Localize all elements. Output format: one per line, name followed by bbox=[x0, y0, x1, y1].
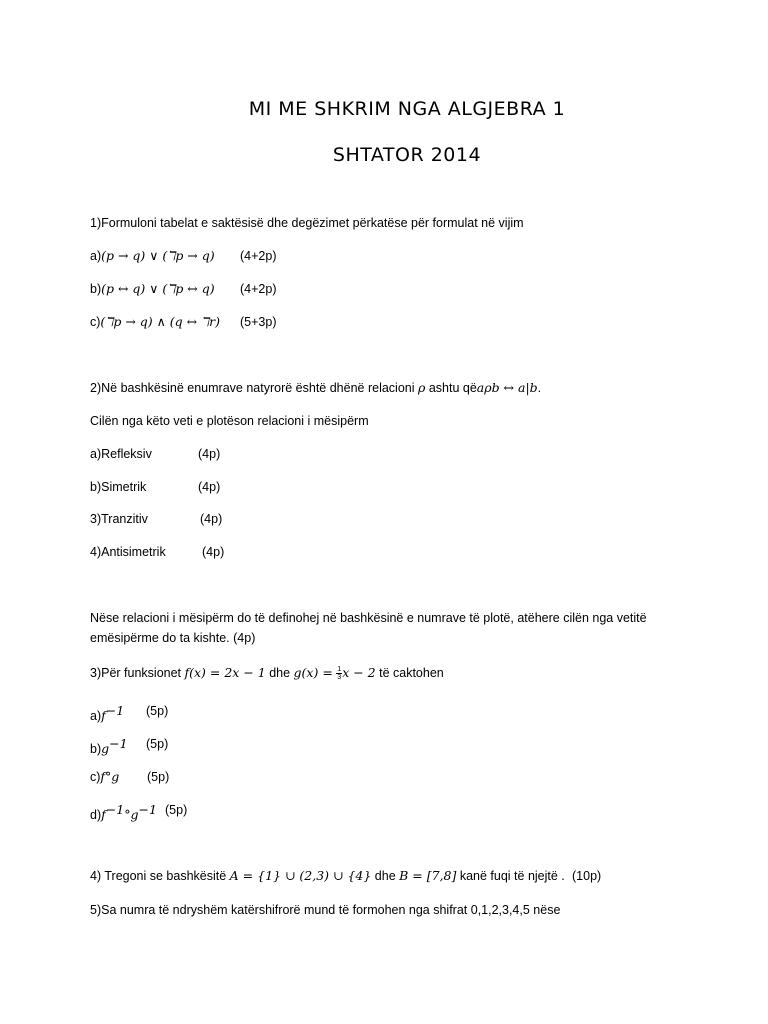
q1-prompt: 1)Formuloni tabelat e saktësisë dhe degëzimet përkatëse për formulat në vijim bbox=[90, 216, 524, 230]
q2-item-a-label: a)Refleksiv bbox=[90, 447, 152, 461]
expr: f°g bbox=[100, 769, 120, 784]
q1-item-c-points: (5+3p) bbox=[240, 315, 277, 329]
prompt-text: 2)Në bashkësinë enumrave natyrorë është dhënë relacioni bbox=[90, 381, 418, 395]
item-label: c) bbox=[90, 315, 101, 329]
expr: f bbox=[101, 807, 106, 823]
q1-item-a bbox=[90, 248, 215, 264]
q3-item-d bbox=[90, 802, 157, 823]
q2-question: Cilën nga këto veti e plotëson relacioni i mësipërm bbox=[90, 414, 369, 428]
q5-prompt: 5)Sa numra të ndryshëm katërshifrorë mund të formohen nga shifrat 0,1,2,3,4,5 nëse bbox=[90, 903, 561, 917]
prompt-text: ashtu që bbox=[425, 381, 477, 395]
item-label: c) bbox=[90, 770, 101, 784]
q3-item-b bbox=[90, 736, 128, 757]
expr-superscript: −1 bbox=[105, 703, 125, 718]
fraction-numerator: 1 bbox=[337, 666, 342, 674]
q2-followup-line1: Nëse relacioni i mësipërm do të definohej në bashkësinë e numrave të plotë, atëhere cilën nga vetitë bbox=[90, 611, 647, 625]
q3-prompt bbox=[90, 665, 444, 681]
item-label: d) bbox=[90, 808, 102, 823]
q1-item-c bbox=[90, 314, 220, 330]
q3-item-a-points: (5p) bbox=[146, 704, 169, 718]
q2-item-3-label: 3)Tranzitiv bbox=[90, 512, 148, 526]
q2-prompt bbox=[90, 380, 541, 396]
q1-item-b bbox=[90, 281, 215, 297]
prompt-text: 4) Tregoni se bashkësitë bbox=[90, 869, 230, 883]
exam-subtitle: SHTATOR 2014 bbox=[332, 144, 482, 166]
q2-item-3-points: (4p) bbox=[200, 512, 223, 526]
g-definition: g(x) = bbox=[293, 665, 333, 680]
item-label: b) bbox=[90, 282, 102, 296]
item-label: a) bbox=[90, 709, 102, 724]
expr: f bbox=[101, 708, 106, 724]
item-label: a) bbox=[90, 249, 102, 263]
q2-item-b-label: b)Simetrik bbox=[90, 480, 147, 494]
q3-item-d-points: (5p) bbox=[165, 803, 188, 817]
q3-item-c-points: (5p) bbox=[147, 770, 170, 784]
prompt-end: . bbox=[537, 381, 542, 395]
q2-item-4-label: 4)Antisimetrik bbox=[90, 545, 166, 559]
set-b: B = [7,8] bbox=[399, 868, 457, 883]
exam-title: MI ME SHKRIM NGA ALGJEBRA 1 bbox=[248, 98, 566, 120]
prompt-end: të caktohen bbox=[375, 666, 444, 680]
g-definition-rest: x − 2 bbox=[342, 665, 376, 680]
formula: (ℸp → q) ∧ (q ↔ ℸr) bbox=[100, 314, 220, 329]
set-a: A = {1} ∪ (2,3) ∪ {4} bbox=[229, 868, 372, 883]
q2-followup-line2: emësipërme do ta kishte. (4p) bbox=[90, 631, 256, 645]
expr-superscript-2: −1 bbox=[138, 802, 157, 817]
rho-symbol: ρ bbox=[417, 380, 426, 395]
expr-part2: °g bbox=[124, 807, 139, 823]
q1-item-a-points: (4+2p) bbox=[240, 249, 277, 263]
fraction-denominator: 3 bbox=[337, 674, 342, 682]
q4-points: (10p) bbox=[572, 869, 602, 883]
expr: g bbox=[101, 741, 110, 757]
prompt-text: dhe bbox=[371, 869, 400, 883]
q2-item-4-points: (4p) bbox=[202, 545, 225, 559]
q3-item-c bbox=[90, 769, 119, 785]
prompt-end: kanë fuqi të njejtë . bbox=[456, 869, 565, 883]
item-label: b) bbox=[90, 742, 102, 757]
q1-item-b-points: (4+2p) bbox=[240, 282, 277, 296]
q4-prompt bbox=[90, 868, 565, 884]
formula: (p ↔ q) ∨ (ℸp ↔ q) bbox=[101, 281, 215, 296]
q3-item-b-points: (5p) bbox=[146, 737, 169, 751]
relation-formula: aρb ↔ a|b bbox=[476, 380, 538, 395]
prompt-text: 3)Për funksionet bbox=[90, 666, 185, 680]
q2-item-b-points: (4p) bbox=[198, 480, 221, 494]
formula: (p → q) ∨ (ℸp → q) bbox=[101, 248, 215, 263]
expr-superscript: −1 bbox=[105, 802, 125, 817]
f-definition: f(x) = 2x − 1 bbox=[184, 665, 266, 680]
q3-item-a bbox=[90, 703, 124, 724]
expr-superscript: −1 bbox=[109, 736, 128, 751]
prompt-text: dhe bbox=[265, 666, 294, 680]
q2-item-a-points: (4p) bbox=[198, 447, 221, 461]
